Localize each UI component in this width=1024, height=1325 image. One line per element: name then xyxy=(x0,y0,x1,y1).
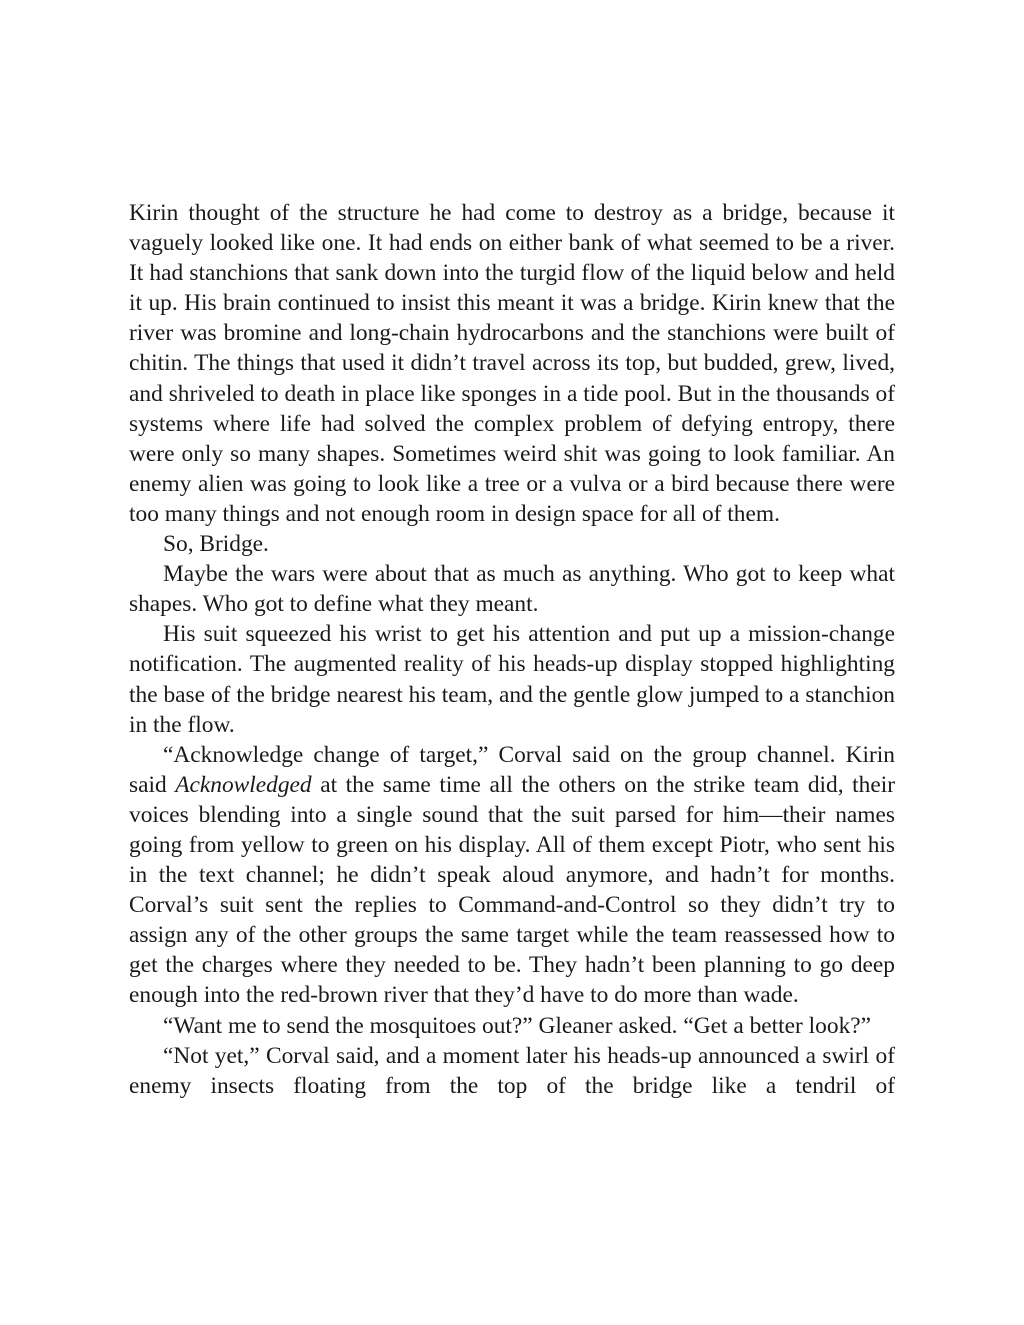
book-page-body xyxy=(129,198,895,1101)
paragraph-mission-change: His suit squeezed his wrist to get his attention and put up a mission-change notification. The augmented reality of his heads-up display stopped highlighting the base of the bridge nearest his team, and the gentle glow jumped to a stanchion in the flow. xyxy=(129,621,895,738)
acknowledge-text-before: “Acknowledge change of target,” Corval said on the group channel. Kirin said xyxy=(129,741,895,798)
acknowledged-emphasis: Acknowledged xyxy=(175,771,312,798)
paragraph-not-yet: “Not yet,” Corval said, and a moment later his heads-up announced a swirl of enemy insects floating from the top of the bridge like a tendril of xyxy=(129,1042,895,1099)
paragraph-so-bridge: So, Bridge. xyxy=(163,531,269,558)
paragraph-bridge-description: Kirin thought of the structure he had come to destroy as a bridge, because it vaguely looked like one. It had ends on either bank of what seemed to be a river. It had stanchions that sank down into the turgid flow of the liquid below and held it up. His brain continued to insist this meant it was a bridge. Kirin knew that the river was bromine and long-chain hydrocarbons and the stanchions were built of chitin. The things that used it didn’t travel across its top, but budded, grew, lived, and shriveled to death in place like sponges in a tide pool. But in the thousands of systems where life had solved the complex problem of defying entropy, there were only so many shapes. Sometimes weird shit was going to look familiar. An enemy alien was going to look like a tree or a vulva or a bird because there were too many things and not enough room in design space for all of them. xyxy=(129,200,895,527)
paragraph-mosquitoes: “Want me to send the mosquitoes out?” Gleaner asked. “Get a better look?” xyxy=(163,1012,872,1039)
paragraph-wars-shapes: Maybe the wars were about that as much as anything. Who got to keep what shapes. Who got to define what they meant. xyxy=(129,561,895,618)
paragraph-acknowledge-target xyxy=(129,740,895,1011)
acknowledge-text-after: at the same time all the others on the strike team did, their voices blending into a single sound that the suit parsed for him—their names going from yellow to green on his display. All of them except Piotr, who sent his in the text channel; he didn’t speak aloud anymore, and hadn’t for months. Corval’s suit sent the replies to Command-and-Control so they didn’t try to assign any of the other groups the same target while the team reassessed how to get the charges where they needed to be. They hadn’t been planning to go deep enough into the red-brown river that they’d have to do more than wade. xyxy=(129,771,895,1009)
